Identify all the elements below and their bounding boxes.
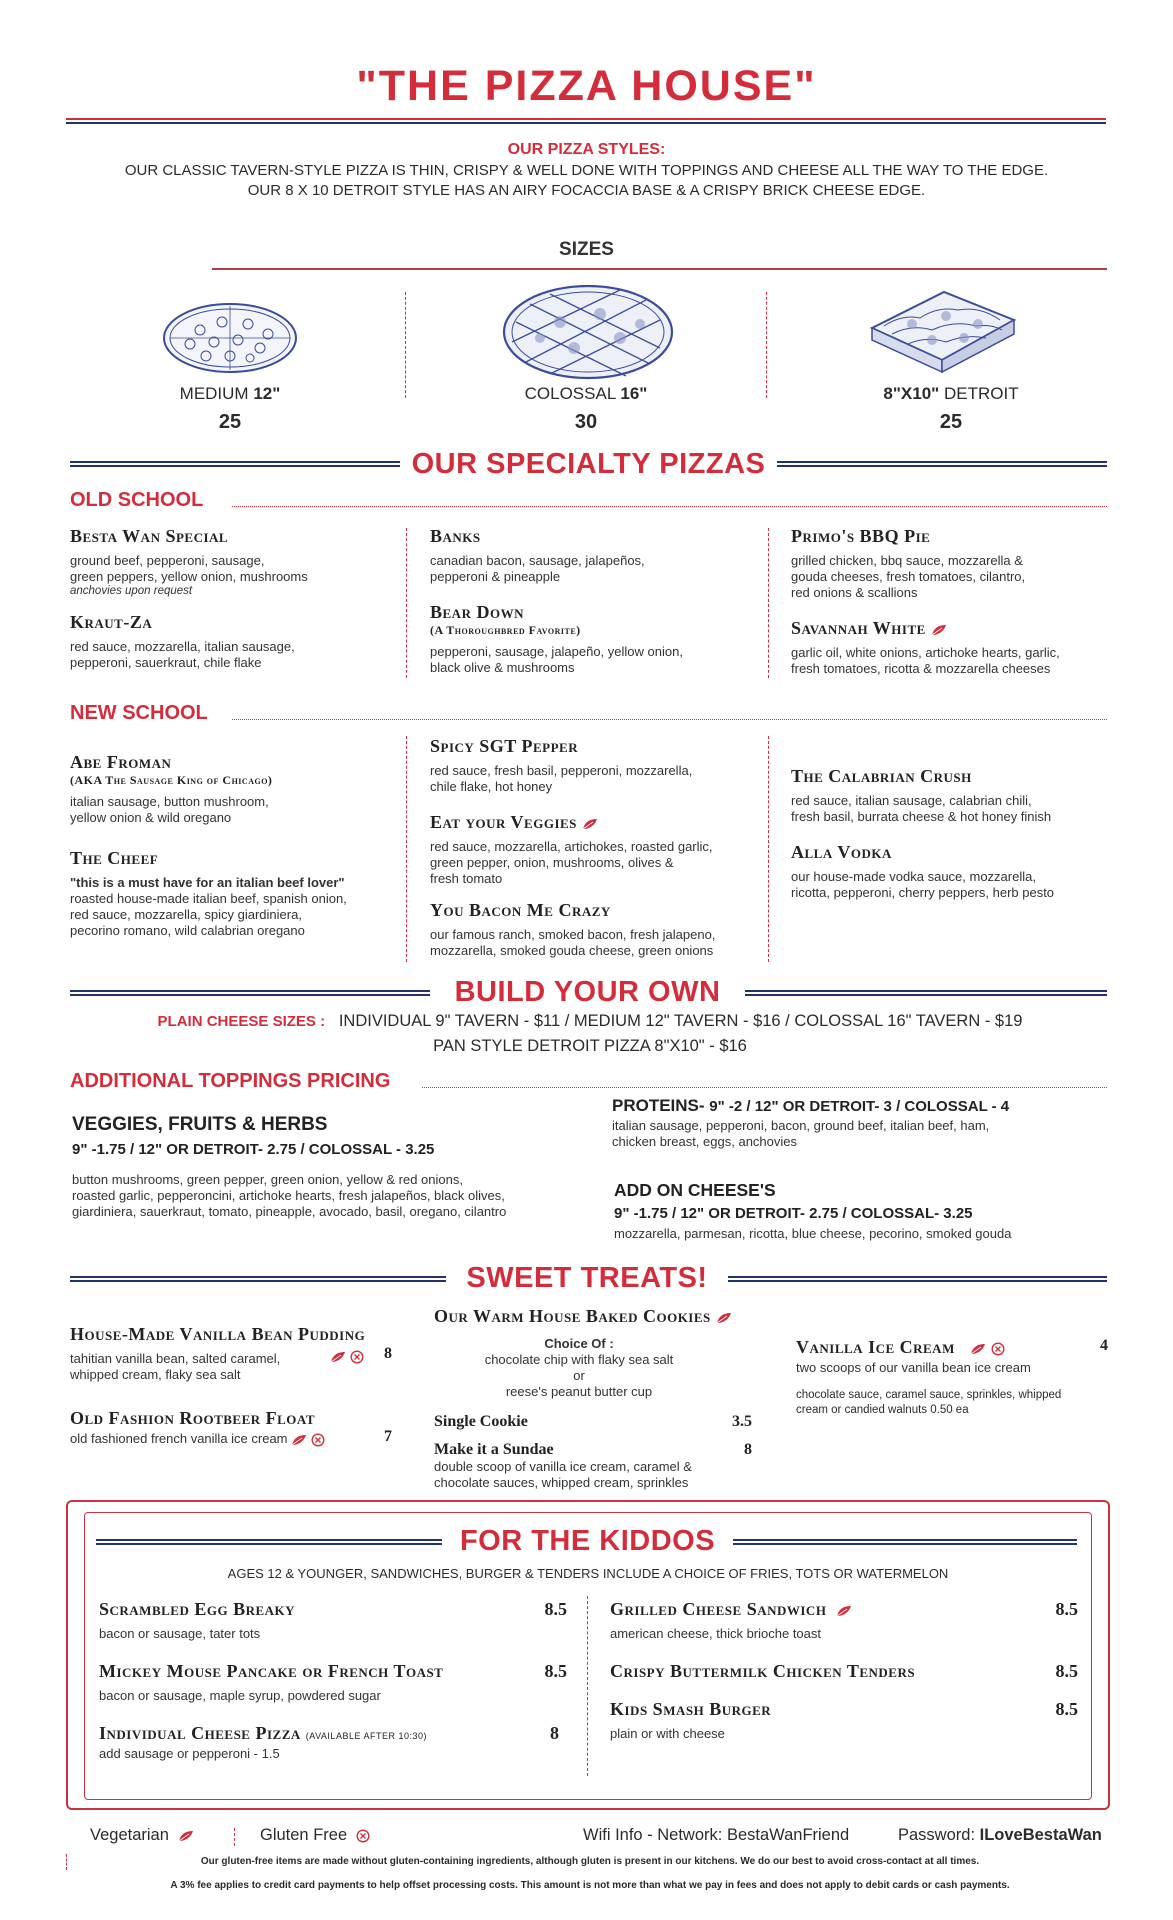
specialty-rule-left xyxy=(70,461,400,467)
ice-cream-extras-1: chocolate sauce, caramel sauce, sprinkles, whipped xyxy=(796,1389,1062,1401)
kids-rule-left xyxy=(96,1539,442,1545)
pizza-subtitle: (AKA The Sausage King of Chicago) xyxy=(70,773,273,787)
pizza-name: Spicy SGT Pepper xyxy=(430,736,579,756)
proteins-desc-2: chicken breast, eggs, anchovies xyxy=(612,1134,797,1149)
legend-vegetarian-label: Vegetarian xyxy=(90,1826,169,1844)
sizes-divider-1 xyxy=(405,292,406,398)
dessert-desc: old fashioned french vanilla ice cream xyxy=(70,1431,288,1446)
kids-item-cheese-pizza xyxy=(99,1723,567,1762)
pizza-name: You Bacon Me Crazy xyxy=(430,900,611,920)
wifi-password xyxy=(898,1826,1102,1845)
kids-item-desc: add sausage or pepperoni - 1.5 xyxy=(99,1746,280,1761)
leaf-icon xyxy=(931,624,947,636)
cookie-choice-label: Choice Of : xyxy=(544,1336,614,1351)
pizza-name-row xyxy=(791,618,1121,639)
pizza-eat-your-veggies xyxy=(430,812,770,887)
kids-item-price: 8 xyxy=(550,1723,559,1743)
kids-item-name: Individual Cheese Pizza xyxy=(99,1723,301,1743)
dessert-name: Vanilla Ice Cream xyxy=(796,1337,955,1357)
build-rule-right xyxy=(745,990,1107,996)
pizza-desc-2: mozzarella, smoked gouda cheese, green onions xyxy=(430,943,714,958)
dessert-name: Our Warm House Baked Cookies xyxy=(434,1306,711,1326)
pizza-desc-2: yellow onion & wild oregano xyxy=(70,810,232,825)
pizza-savannah-white xyxy=(791,618,1121,677)
pizza-name: Savannah White xyxy=(791,618,926,638)
kids-item-price: 8.5 xyxy=(1055,1661,1078,1681)
dessert-desc-2: whipped cream, flaky sea salt xyxy=(70,1367,241,1382)
pizza-name: The Calabrian Crush xyxy=(791,766,972,786)
pizza-kraut-za xyxy=(70,612,400,671)
legend-gluten-free-label: Gluten Free xyxy=(260,1826,348,1844)
pizza-desc-2: green peppers, yellow onion, mushrooms xyxy=(70,569,308,584)
proteins-block xyxy=(612,1096,1112,1150)
new-school-heading: NEW SCHOOL xyxy=(70,702,208,724)
card-fee-note: A 3% fee applies to credit card payments to help offset processing costs. This amount is not more than what we pay in fees and does not apply to debit cards or cash payments. xyxy=(170,1880,1010,1891)
medium-pizza-illustration xyxy=(160,300,300,376)
sweets-rule-left xyxy=(70,1276,446,1282)
pizza-name: Kraut-Za xyxy=(70,612,153,632)
pizza-desc-3: pecorino romano, wild calabrian oregano xyxy=(70,923,305,938)
kids-item-desc: bacon or sausage, maple syrup, powdered sugar xyxy=(99,1688,381,1703)
dessert-vanilla-ice-cream xyxy=(796,1337,1116,1418)
old-school-heading: OLD SCHOOL xyxy=(70,489,204,511)
pizza-calabrian-crush xyxy=(791,766,1121,825)
size-medium-label xyxy=(105,384,355,404)
plain-cheese-line-1: INDIVIDUAL 9" TAVERN - $11 / MEDIUM 12" TAVERN - $16 / COLOSSAL 16" TAVERN - $19 xyxy=(338,1012,1023,1030)
legend-divider xyxy=(234,1828,235,1846)
toppings-heading: ADDITIONAL TOPPINGS PRICING xyxy=(70,1070,391,1092)
proteins-desc-1: italian sausage, pepperoni, bacon, ground beef, italian beef, ham, xyxy=(612,1118,990,1133)
pizza-name: Banks xyxy=(430,526,481,546)
pizza-spicy-sgt-pepper xyxy=(430,736,770,795)
styles-line-1: OUR CLASSIC TAVERN-STYLE PIZZA IS THIN, CRISPY & WELL DONE WITH TOPPINGS AND CHEESE ALL THE WAY TO THE EDGE. xyxy=(124,162,1049,179)
styles-heading: OUR PIZZA STYLES: xyxy=(507,141,666,158)
pudding-icons xyxy=(330,1348,364,1366)
pizza-desc-1: garlic oil, white onions, artichoke hearts, garlic, xyxy=(791,645,1060,660)
cookie-or: or xyxy=(573,1368,585,1383)
single-cookie-row xyxy=(434,1413,752,1431)
leaf-icon xyxy=(970,1343,986,1355)
sweets-rule-right xyxy=(728,1276,1107,1282)
kids-item-name: Scrambled Egg Breaky xyxy=(99,1599,296,1619)
size-detroit-label xyxy=(826,384,1076,404)
kids-item-pancake xyxy=(99,1661,567,1704)
pizza-bear-down xyxy=(430,602,760,676)
dessert-name-row xyxy=(434,1306,774,1327)
pizza-desc-2: ricotta, pepperoni, cherry peppers, herb pesto xyxy=(791,885,1055,900)
leaf-icon xyxy=(836,1605,852,1617)
leaf-icon xyxy=(716,1312,732,1324)
gluten-free-icon xyxy=(350,1350,364,1364)
veggies-title: VEGGIES, FRUITS & HERBS xyxy=(72,1114,328,1135)
pizza-name-row xyxy=(430,812,770,833)
size-detroit-dims: 8"X10" xyxy=(883,384,940,403)
kids-item-smash-burger xyxy=(610,1699,1078,1742)
sundae-label: Make it a Sundae xyxy=(434,1441,554,1458)
sizes-heading: SIZES xyxy=(559,239,614,260)
size-medium-price: 25 xyxy=(218,411,242,433)
sundae-desc-2: chocolate sauces, whipped cream, sprinkles xyxy=(434,1475,689,1490)
legend-vegetarian xyxy=(90,1826,194,1845)
legend-gluten-free xyxy=(260,1826,370,1845)
plain-cheese-line-2: PAN STYLE DETROIT PIZZA 8"X10" - $16 xyxy=(433,1037,747,1055)
gluten-free-icon xyxy=(311,1433,325,1447)
ice-cream-extras-2: cream or candied walnuts 0.50 ea xyxy=(796,1404,969,1416)
pizza-desc-1: red sauce, mozzarella, artichokes, roasted garlic, xyxy=(430,839,713,854)
toppings-rule xyxy=(422,1087,1107,1088)
single-cookie-price: 3.5 xyxy=(732,1413,752,1430)
wifi-password-value: ILoveBestaWan xyxy=(979,1826,1102,1844)
pizza-banks xyxy=(430,526,760,585)
new-school-rule xyxy=(232,719,1107,720)
kids-item-price: 8.5 xyxy=(544,1661,567,1681)
size-detroit-price: 25 xyxy=(939,411,963,433)
dessert-name-row xyxy=(796,1337,1116,1358)
veggies-desc-1: button mushrooms, green pepper, green onion, yellow & red onions, xyxy=(72,1172,463,1187)
kids-item-chicken-tenders xyxy=(610,1661,1078,1682)
sizes-divider-2 xyxy=(766,292,767,398)
kids-item-name-row xyxy=(99,1723,567,1744)
detroit-pizza-illustration xyxy=(862,284,1022,376)
pizza-you-bacon-me-crazy xyxy=(430,900,770,959)
plain-cheese-label: PLAIN CHEESE SIZES : xyxy=(157,1013,326,1030)
footer-edge-mark xyxy=(66,1854,67,1870)
kids-item-name: Grilled Cheese Sandwich xyxy=(610,1599,827,1619)
pizza-desc-2: fresh basil, burrata cheese & hot honey finish xyxy=(791,809,1052,824)
pizza-desc-1: our famous ranch, smoked bacon, fresh jalapeno, xyxy=(430,927,716,942)
old-school-divider-2 xyxy=(768,528,769,678)
size-colossal-inches: 16" xyxy=(620,384,648,403)
pizza-name: Abe Froman xyxy=(70,752,172,772)
veggies-desc-3: giardiniera, sauerkraut, tomato, pineapple, avocado, basil, oregano, cilantro xyxy=(72,1204,507,1219)
pizza-name: Bear Down xyxy=(430,602,524,622)
leaf-icon xyxy=(178,1830,194,1842)
pizza-desc-1: ground beef, pepperoni, sausage, xyxy=(70,553,265,568)
pizza-desc-1: our house-made vodka sauce, mozzarella, xyxy=(791,869,1036,884)
leaf-icon xyxy=(330,1351,346,1363)
sundae-row xyxy=(434,1441,752,1459)
dessert-name: Old Fashion Rootbeer Float xyxy=(70,1408,316,1428)
pizza-desc-2: gouda cheeses, fresh tomatoes, cilantro, xyxy=(791,569,1026,584)
kids-item-desc: plain or with cheese xyxy=(610,1726,725,1741)
dessert-rootbeer-float xyxy=(70,1408,430,1447)
proteins-title: PROTEINS- xyxy=(612,1096,705,1115)
gluten-note: Our gluten-free items are made without gluten-containing ingredients, although gluten is present in our kitchens. We do our best to avoid cross-contact at all times. xyxy=(200,1856,980,1867)
size-medium-inches: 12" xyxy=(253,384,281,403)
pizza-desc-3: red onions & scallions xyxy=(791,585,918,600)
pizza-desc-1: grilled chicken, bbq sauce, mozzarella & xyxy=(791,553,1023,568)
kids-item-name: Mickey Mouse Pancake or French Toast xyxy=(99,1661,444,1681)
cheese-block xyxy=(614,1180,1114,1242)
specialty-title: OUR SPECIALTY PIZZAS xyxy=(411,448,766,480)
pudding-price: 8 xyxy=(384,1345,392,1362)
kids-item-desc: bacon or sausage, tater tots xyxy=(99,1626,261,1641)
kids-item-name: Crispy Buttermilk Chicken Tenders xyxy=(610,1661,916,1681)
size-colossal-name: COLOSSAL xyxy=(524,384,616,403)
sundae-desc-1: double scoop of vanilla ice cream, caramel & xyxy=(434,1459,692,1474)
single-cookie-label: Single Cookie xyxy=(434,1413,528,1430)
dessert-name: House-Made Vanilla Bean Pudding xyxy=(70,1324,366,1344)
cheese-price: 9" -1.75 / 12" OR DETROIT- 2.75 / COLOSSAL- 3.25 xyxy=(614,1205,973,1222)
old-school-rule xyxy=(232,506,1107,507)
pizza-name: Primo's BBQ Pie xyxy=(791,526,931,546)
veggies-price: 9" -1.75 / 12" OR DETROIT- 2.75 / COLOSSAL - 3.25 xyxy=(72,1141,435,1158)
wifi-info: Wifi Info - Network: BestaWanFriend xyxy=(583,1826,850,1844)
build-title: BUILD YOUR OWN xyxy=(454,976,721,1008)
kids-divider xyxy=(587,1596,588,1776)
pizza-desc-3: fresh tomato xyxy=(430,871,503,886)
pizza-desc-2: black olive & mushrooms xyxy=(430,660,575,675)
sizes-rule xyxy=(212,268,1107,270)
dessert-desc-1: tahitian vanilla bean, salted caramel, xyxy=(70,1351,281,1366)
pizza-besta-wan-special xyxy=(70,526,400,597)
title-rule xyxy=(66,118,1106,124)
kids-item-name-row xyxy=(610,1599,1078,1620)
kids-rule-right xyxy=(733,1539,1077,1545)
build-rule-left xyxy=(70,990,430,996)
pizza-name: The Cheef xyxy=(70,848,159,868)
specialty-rule-right xyxy=(777,461,1107,467)
veggies-block xyxy=(72,1114,592,1220)
kids-title: FOR THE KIDDOS xyxy=(459,1525,716,1557)
pizza-name: Alla Vodka xyxy=(791,842,892,862)
pizza-desc-1: red sauce, mozzarella, italian sausage, xyxy=(70,639,295,654)
veggies-desc-2: roasted garlic, pepperoncini, artichoke hearts, fresh jalapeños, black olives, xyxy=(72,1188,505,1203)
kids-item-price: 8.5 xyxy=(1055,1599,1078,1619)
pizza-desc-2: pepperoni, sauerkraut, chile flake xyxy=(70,655,262,670)
pizza-desc-2: chile flake, hot honey xyxy=(430,779,553,794)
pizza-quote: "this is a must have for an italian beef lover" xyxy=(70,875,345,890)
pizza-desc-2: green pepper, onion, mushrooms, olives & xyxy=(430,855,674,870)
cheese-desc: mozzarella, parmesan, ricotta, blue cheese, pecorino, smoked gouda xyxy=(614,1226,1012,1241)
cookie-option-2: reese's peanut butter cup xyxy=(505,1384,653,1399)
pizza-desc-1: red sauce, fresh basil, pepperoni, mozzarella, xyxy=(430,763,693,778)
kids-item-desc: american cheese, thick brioche toast xyxy=(610,1626,821,1641)
pizza-subtitle: (A Thoroughbred Favorite) xyxy=(430,623,581,637)
float-price: 7 xyxy=(384,1428,392,1445)
kids-item-name: Kids Smash Burger xyxy=(610,1699,772,1719)
sweets-title: SWEET TREATS! xyxy=(466,1262,708,1294)
plain-cheese-sizes xyxy=(60,1012,1120,1031)
sundae-price: 8 xyxy=(744,1441,752,1458)
pizza-desc-1: canadian bacon, sausage, jalapeños, xyxy=(430,553,645,568)
float-desc-row xyxy=(70,1431,430,1447)
pizza-desc-1: italian sausage, button mushroom, xyxy=(70,794,269,809)
ice-cream-price: 4 xyxy=(1100,1337,1108,1354)
colossal-pizza-illustration xyxy=(500,282,676,382)
sundae-desc xyxy=(434,1459,754,1491)
wifi-password-label: Password: xyxy=(898,1826,976,1844)
pizza-note: anchovies upon request xyxy=(70,585,193,597)
dessert-cookies xyxy=(434,1306,774,1327)
kids-item-egg-breaky xyxy=(99,1599,567,1642)
dessert-desc: two scoops of our vanilla bean ice cream xyxy=(796,1360,1031,1375)
pizza-abe-froman xyxy=(70,752,400,826)
pizza-desc-2: pepperoni & pineapple xyxy=(430,569,561,584)
cookie-choices xyxy=(434,1336,724,1400)
kids-item-price: 8.5 xyxy=(1055,1699,1078,1719)
styles-line-2: OUR 8 X 10 DETROIT STYLE HAS AN AIRY FOCACCIA BASE & A CRISPY BRICK CHEESE EDGE. xyxy=(247,182,926,199)
cheese-title: ADD ON CHEESE'S xyxy=(614,1180,776,1200)
pizza-desc-2: red sauce, mozzarella, spicy giardiniera, xyxy=(70,907,302,922)
pizza-desc-1: roasted house-made italian beef, spanish onion, xyxy=(70,891,347,906)
pizza-the-cheef xyxy=(70,848,410,939)
proteins-price: 9" -2 / 12" OR DETROIT- 3 / COLOSSAL - 4 xyxy=(709,1098,1010,1115)
size-colossal-price: 30 xyxy=(574,411,598,433)
size-medium-name: MEDIUM xyxy=(179,384,249,403)
leaf-icon xyxy=(582,818,598,830)
proteins-heading xyxy=(612,1096,1112,1116)
menu-title: "THE PIZZA HOUSE" xyxy=(356,62,817,110)
kids-subtitle: AGES 12 & YOUNGER, SANDWICHES, BURGER & TENDERS INCLUDE A CHOICE OF FRIES, TOTS OR WATERMELON xyxy=(227,1566,949,1581)
pizza-name: Besta Wan Special xyxy=(70,526,229,546)
kids-item-grilled-cheese xyxy=(610,1599,1078,1642)
cookie-option-1: chocolate chip with flaky sea salt xyxy=(484,1352,674,1367)
pizza-desc-2: fresh tomatoes, ricotta & mozzarella cheeses xyxy=(791,661,1051,676)
pizza-alla-vodka xyxy=(791,842,1121,901)
pizza-primos-bbq-pie xyxy=(791,526,1121,601)
leaf-icon xyxy=(291,1434,307,1446)
old-school-divider-1 xyxy=(406,528,407,678)
gluten-free-icon xyxy=(991,1342,1005,1356)
pizza-desc-1: red sauce, italian sausage, calabrian chili, xyxy=(791,793,1032,808)
size-colossal-label xyxy=(461,384,711,404)
gluten-free-icon xyxy=(356,1829,370,1843)
kids-item-note: (AVAILABLE AFTER 10:30) xyxy=(305,1731,427,1741)
size-detroit-name: DETROIT xyxy=(943,384,1019,403)
pizza-name: Eat your Veggies xyxy=(430,812,577,832)
pizza-desc-1: pepperoni, sausage, jalapeño, yellow onion, xyxy=(430,644,683,659)
kids-item-price: 8.5 xyxy=(544,1599,567,1619)
